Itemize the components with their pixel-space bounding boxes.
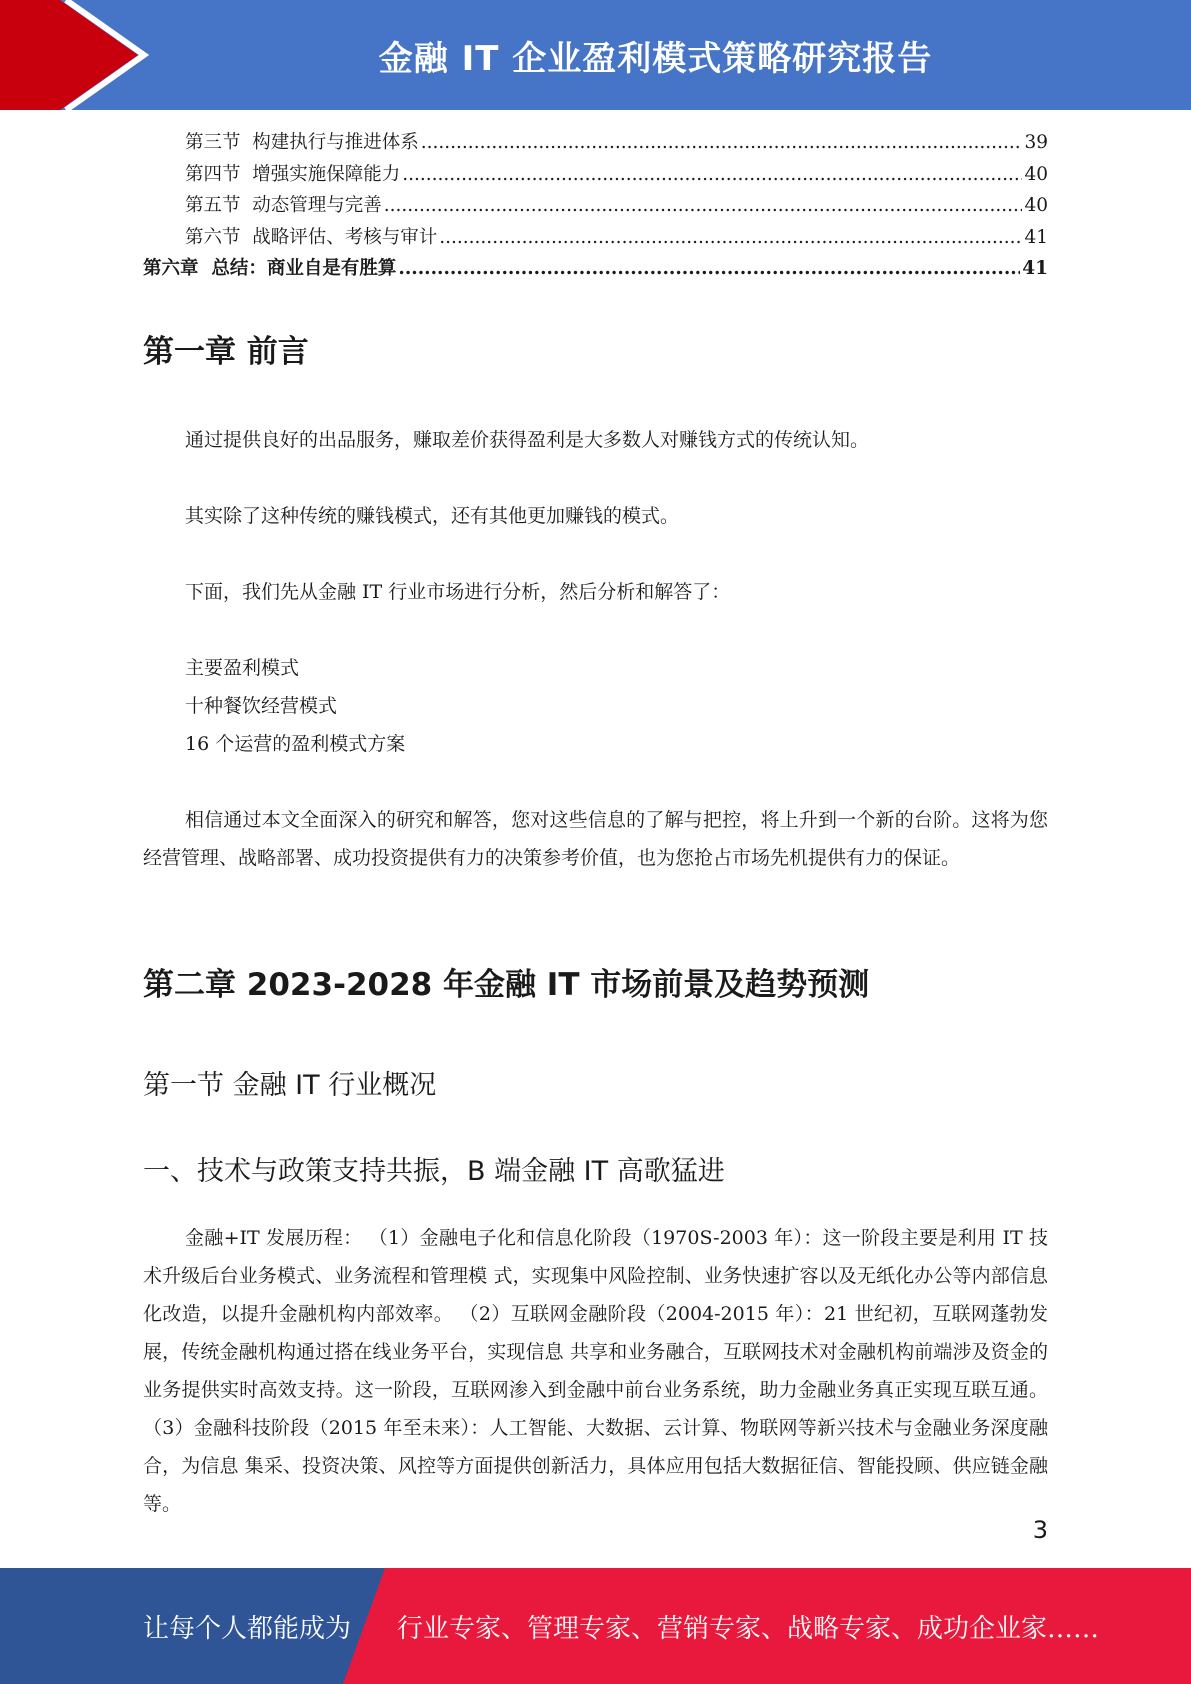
toc-item[interactable] <box>143 191 1048 223</box>
toc-leader-dots <box>439 227 1022 248</box>
chapter-2-title: 第二章 2023-2028 年金融 IT 市场前景及趋势预测 <box>143 967 870 1003</box>
toc-item-label: 第六节 战略评估、考核与审计 <box>185 226 438 248</box>
page-header <box>0 0 1191 110</box>
toc-item-page: 40 <box>1024 195 1048 216</box>
page-number: 3 <box>1032 1516 1048 1544</box>
toc-item[interactable] <box>143 160 1048 192</box>
report-title: 金融 IT 企业盈利模式策略研究报告 <box>378 38 933 79</box>
list-item: 主要盈利模式 <box>185 657 300 679</box>
section-title: 第一节 金融 IT 行业概况 <box>143 1070 437 1101</box>
chapter-1-paragraph-1: 通过提供良好的出品服务，赚取差价获得盈利是大多数人对赚钱方式的传统认知。 <box>185 429 870 451</box>
toc-leader-dots <box>402 164 1022 185</box>
subsection-title: 一、技术与政策支持共振，B 端金融 IT 高歌猛进 <box>143 1156 725 1187</box>
footer-slogan-right: 行业专家、管理专家、营销专家、战略专家、成功企业家…… <box>397 1613 1100 1644</box>
header-arrow-decoration <box>0 0 170 110</box>
toc-leader-dots <box>398 258 1020 279</box>
toc-item[interactable] <box>143 223 1048 255</box>
toc-leader-dots <box>421 132 1023 153</box>
toc-item-label: 第四节 增强实施保障能力 <box>185 163 401 185</box>
toc-item-label: 第六章 总结：商业自是有胜算 <box>143 258 397 279</box>
toc-item-label: 第五节 动态管理与完善 <box>185 195 382 216</box>
toc-item-page: 41 <box>1024 226 1048 248</box>
table-of-contents <box>143 128 1048 286</box>
list-item: 16 个运营的盈利模式方案 <box>185 733 406 755</box>
toc-item-page: 39 <box>1024 132 1048 153</box>
list-item: 十种餐饮经营模式 <box>185 695 338 717</box>
page-footer <box>0 1568 1191 1684</box>
toc-item-page: 40 <box>1024 163 1048 185</box>
chapter-1-paragraph-4: 相信通过本文全面深入的研究和解答，您对这些信息的了解与把控，将上升到一个新的台阶。这将为您经营管理、战略部署、成功投资提供有力的决策参考价值，也为您抢占市场先机提供有力的保证。 <box>143 809 1048 869</box>
chapter-1-list <box>185 649 405 763</box>
toc-item[interactable] <box>143 128 1048 160</box>
toc-item-page: 41 <box>1022 258 1048 279</box>
toc-leader-dots <box>384 195 1023 216</box>
chapter-1-paragraph-3: 下面，我们先从金融 IT 行业市场进行分析，然后分析和解答了： <box>185 581 731 603</box>
toc-item[interactable] <box>143 254 1048 286</box>
chapter-1-title: 第一章 前言 <box>143 334 309 370</box>
toc-item-label: 第三节 构建执行与推进体系 <box>185 132 419 153</box>
chapter-2-paragraph-1: 金融+IT 发展历程： （1）金融电子化和信息化阶段（1970S-2003 年）：这一阶段主要是利用 IT 技术升级后台业务模式、业务流程和管理模 式，实现集中风险控制、业务快速扩容以及无纸化办公等内部信息化改造，以提升金融机构内部效率。 （2）互联网金融阶段（2004-2015 年）：21 世纪初，互联网蓬勃发展，传统金融机构通过搭在线业务平台，实现信息 共享和业务融合，互联网技术对金融机构前端涉及资金的业务提供实时高效支持。这一阶段，互联网渗入到金融中前台业务系统，助力金融业务真正实现互联互通。 （3）金融科技阶段（2015 年至未来）：人工智能、大数据、云计算、物联网等新兴技术与金融业务深度融合，为信息 集采、投资决策、风控等方面提供创新活力，具体应用包括大数据征信、智能投顾、供应链金融等。 <box>143 1227 1048 1515</box>
chapter-1-paragraph-2: 其实除了这种传统的赚钱模式，还有其他更加赚钱的模式。 <box>185 505 680 527</box>
footer-slogan-left: 让每个人都能成为 <box>143 1613 352 1644</box>
